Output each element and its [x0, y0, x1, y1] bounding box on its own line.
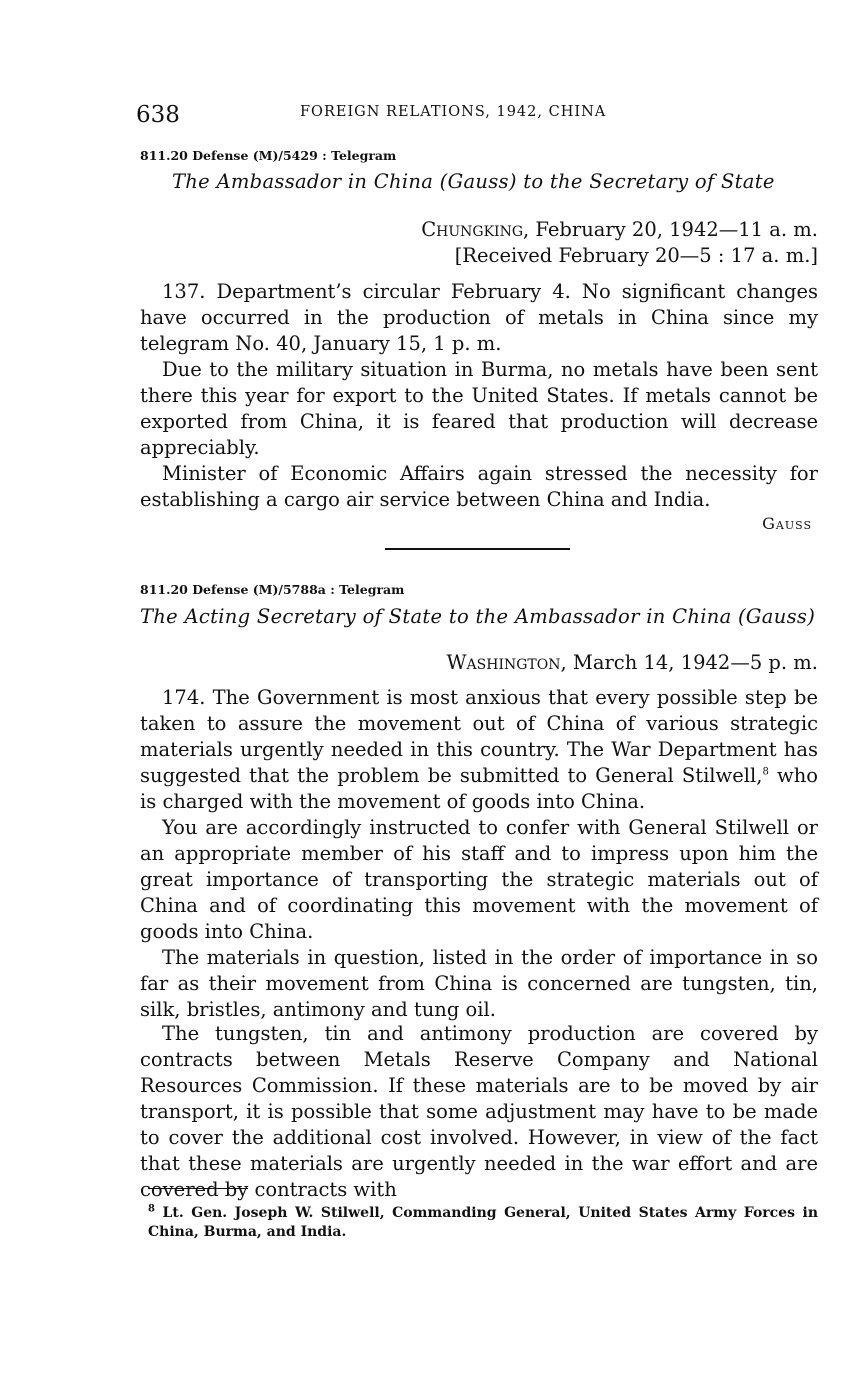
paragraph: The materials in question, listed in the order of importance in so far as their movement from China is concerned are tungsten, tin, silk, bristles, antimony and tung oil. — [140, 946, 818, 1021]
paragraph: Due to the military situation in Burma, no metals have been sent there this year for export to the United States. If metals cannot be exported from China, it is feared that production will decrease appreciably. — [140, 358, 818, 459]
document-title: The Ambassador in China (Gauss) to the Secretary of State — [172, 170, 775, 193]
dateline — [421, 218, 818, 241]
paragraph: 174. The Government is most anxious that every possible step be taken to assure the movement out of China of various strategic materials urgently needed in this country. The War Department has suggested that the problem be submitted to General Stilwell,$^8$ who is charged with the movement of goods into China. — [140, 686, 818, 813]
paragraph: 137. Department’s circular February 4. No significant changes have occurred in the production of metals in China since my telegram No. 40, January 15, 1 p. m. — [140, 280, 818, 355]
paragraph: The tungsten, tin and antimony production are covered by contracts between Metals Reserve Company and National Resources Commission. If these materials are to be moved by air transport, it is possible that some adjustment may have to be made to cover the additional cost involved. However, in view of the fact that these materials are urgently needed in the war effort and are covered by contracts with — [140, 1022, 818, 1201]
paragraph: Minister of Economic Affairs again stressed the necessity for establishing a cargo air service between China and India. — [140, 462, 818, 511]
page-number: 638 — [136, 102, 180, 128]
footnote-reference: 8 — [762, 766, 769, 778]
dateline — [447, 651, 819, 674]
footnote-divider — [148, 1188, 248, 1189]
paragraph: You are accordingly instructed to confer with General Stilwell or an appropriate member of his staff and to impress upon him the great importance of transporting the strategic materials out of China and of coordinating this movement with the movement of goods into China. — [140, 816, 818, 943]
signature: Gauss — [762, 514, 812, 533]
document-title: The Acting Secretary of State to the Ambassador in China (Gauss) — [140, 605, 816, 628]
section-divider — [385, 548, 570, 550]
footnote: $^8$ Lt. Gen. Joseph W. Stilwell, Commanding General, United States Army Forces in China, Burma, and India. — [148, 1203, 819, 1240]
dateline-place: Chungking, — [421, 218, 530, 241]
dateline-date: February 20, 1942—11 a. m. — [529, 218, 818, 241]
received-line: [Received February 20—5 : 17 a. m.] — [454, 244, 818, 267]
running-head: FOREIGN RELATIONS, 1942, CHINA — [300, 104, 607, 120]
footnote-marker: 8 — [148, 1203, 155, 1215]
file-reference: 811.20 Defense (M)/5429 : Telegram — [140, 148, 397, 163]
dateline-place: Washington, — [446, 651, 567, 674]
file-reference: 811.20 Defense (M)/5788a : Telegram — [140, 582, 405, 597]
page-header — [136, 100, 818, 130]
dateline-date: March 14, 1942—5 p. m. — [566, 651, 818, 674]
